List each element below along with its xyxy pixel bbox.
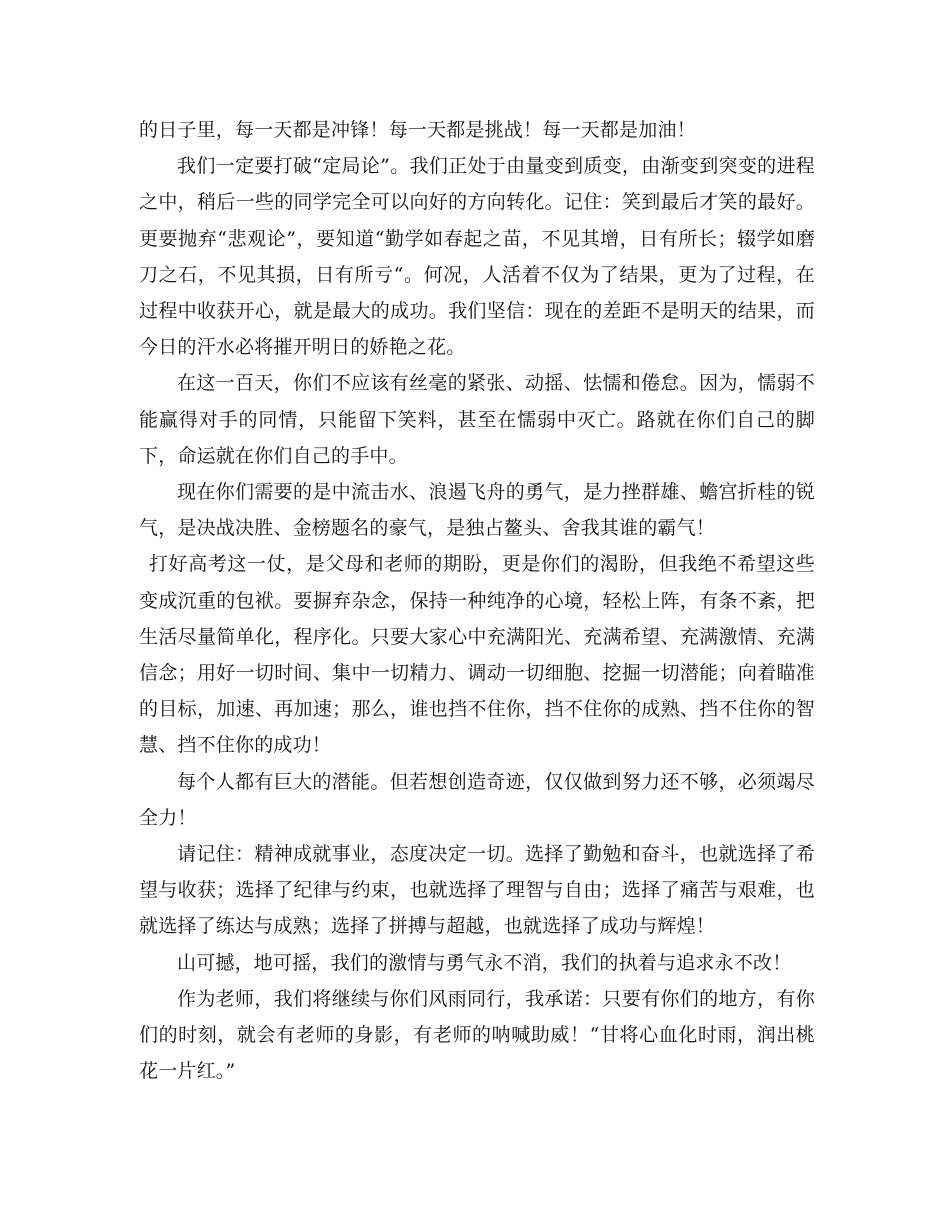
paragraph-4: 现在你们需要的是中流击水、浪遏飞舟的勇气，是力挫群雄、蟾宫折桂的锐气，是决战决胜、金榜题名的豪气，是独占鳌头、舍我其谁的霸气！ (139, 481, 815, 540)
document-body (139, 112, 815, 1089)
paragraph-8: 山可撼，地可摇，我们的激情与勇气永不消，我们的执着与追求永不改！ (177, 951, 792, 974)
paragraph-9: 作为老师，我们将继续与你们风雨同行，我承诺：只要有你们的地方，有你们的时刻，就会有老师的身影，有老师的呐喊助威！“甘将心血化时雨，润出桃花一片红。” (139, 987, 815, 1083)
paragraph-3: 在这一百天，你们不应该有丝毫的紧张、动摇、怯懦和倦怠。因为，懦弱不能赢得对手的同情，只能留下笑料，甚至在懦弱中灭亡。路就在你们自己的脚下，命运就在你们自己的手中。 (139, 372, 815, 467)
paragraph-1: 的日子里，每一天都是冲锋！每一天都是挑战！每一天都是加油！ (139, 119, 696, 141)
paragraph-2: 我们一定要打破“定局论”。我们正处于由量变到质变，由渐变到突变的进程之中，稍后一些的同学完全可以向好的方向转化。记住：笑到最后才笑的最好。更要抛弃“悲观论”，要知道“勤学如春起之苗，不见其增，日有所长；辍学如磨刀之石，不见其损，日有所亏“。何况，人活着不仅为了结果，更为了过程，在过程中收获开心，就是最大的成功。我们坚信：现在的差距不是明天的结果，而今日的汗水必将摧开明日的娇艳之花。 (139, 155, 815, 359)
paragraph-7: 请记住：精神成就事业，态度决定一切。选择了勤勉和奋斗，也就选择了希望与收获；选择了纪律与约束，也就选择了理智与自由；选择了痛苦与艰难，也就选择了练达与成熟；选择了拼搏与超越，也就选择了成功与辉煌！ (139, 843, 815, 938)
paragraph-5: 打好高考这一仗，是父母和老师的期盼，更是你们的渴盼，但我绝不希望这些变成沉重的包袱。要摒弃杂念，保持一种纯净的心境，轻松上阵，有条不紊，把生活尽量简单化，程序化。只要大家心中充满阳光、充满希望、充满激情、充满信念；用好一切时间、集中一切精力、调动一切细胞、挖掘一切潜能；向着瞄准的目标，加速、再加速；那么，谁也挡不住你，挡不住你的成熟、挡不住你的智慧、挡不住你的成功！ (139, 553, 815, 757)
paragraph-6: 每个人都有巨大的潜能。但若想创造奇迹，仅仅做到努力还不够，必须竭尽全力！ (139, 770, 815, 829)
